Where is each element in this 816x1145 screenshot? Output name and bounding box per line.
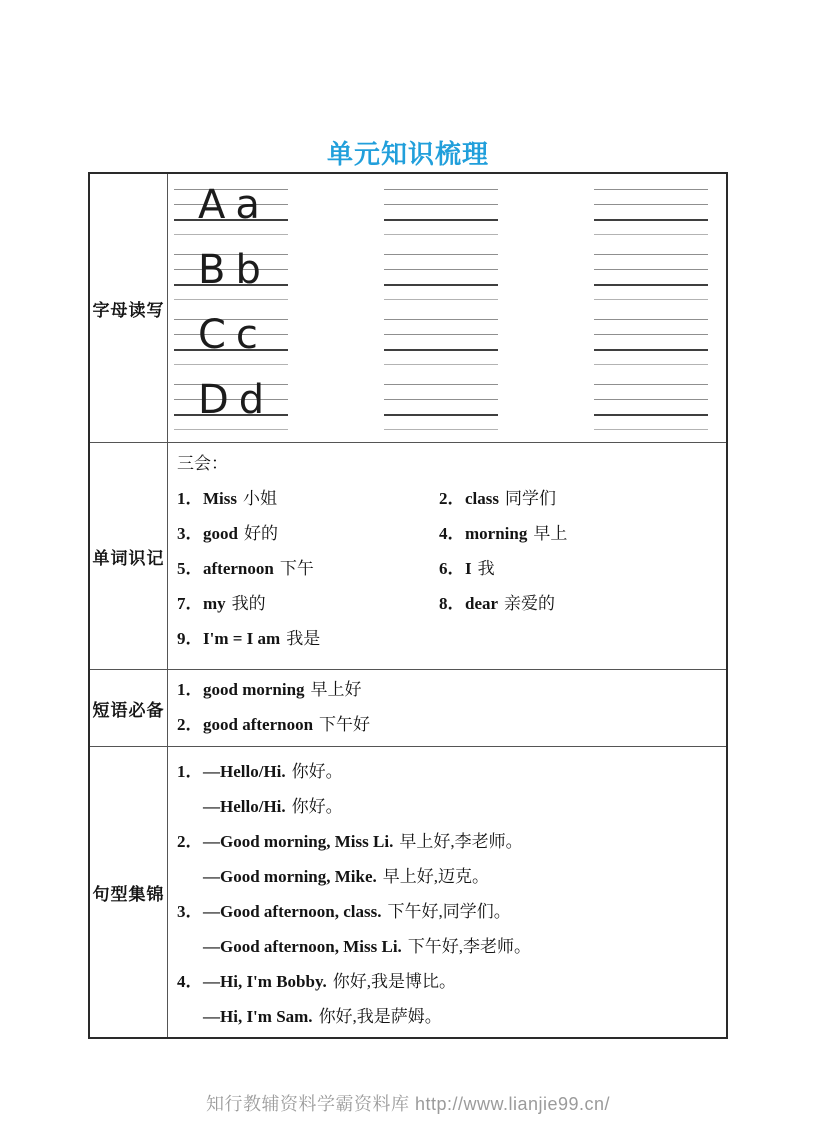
practice-line-group [594, 384, 708, 430]
item-number: 3． [177, 524, 203, 543]
word-item-english: Miss [203, 489, 237, 508]
letter-sample: Dd [198, 377, 275, 423]
sentence-item [177, 761, 343, 783]
page-title: 单元知识梳理 [326, 139, 489, 169]
sentence-item-english: —Good afternoon, Miss Li. [203, 937, 402, 956]
row-label-words: 单词识记 [90, 443, 168, 669]
practice-line [384, 349, 498, 351]
phrase-list-area [168, 670, 726, 746]
practice-line [594, 349, 708, 351]
practice-line [594, 429, 708, 430]
practice-line [384, 399, 498, 400]
word-item-chinese: 下午 [279, 559, 314, 578]
practice-line [594, 399, 708, 400]
practice-line [594, 254, 708, 255]
practice-line [384, 319, 498, 320]
word-item-english: class [465, 489, 499, 508]
phrase-item-english: good morning [203, 680, 305, 699]
sentence-item-chinese: 你好,我是萨姆。 [318, 1007, 442, 1026]
word-item [439, 488, 556, 510]
item-number: 9． [177, 629, 203, 648]
practice-line-group [174, 312, 288, 365]
practice-line [384, 414, 498, 416]
sentence-item-english: —Hello/Hi. [203, 797, 286, 816]
sentence-list-area [168, 747, 726, 1037]
sentence-item-english: —Good morning, Mike. [203, 867, 377, 886]
word-item [177, 488, 277, 510]
phrase-item-english: good afternoon [203, 715, 314, 734]
sentence-item-chinese: 你好。 [291, 797, 343, 816]
word-item-chinese: 我是 [286, 629, 321, 648]
practice-line [594, 384, 708, 385]
sentence-item-english: —Good afternoon, class. [203, 902, 382, 921]
item-number: 8． [439, 594, 465, 613]
sentence-item-english: —Good morning, Miss Li. [203, 832, 394, 851]
row-label-letters: 字母读写 [90, 174, 168, 442]
practice-line [384, 364, 498, 365]
word-item-chinese: 亲爱的 [504, 594, 556, 613]
word-item [439, 593, 555, 615]
practice-line [594, 299, 708, 300]
word-item [177, 523, 278, 545]
practice-line-group [594, 189, 708, 235]
sentence-item-chinese: 下午好,同学们。 [387, 902, 511, 921]
item-number: 2． [177, 832, 203, 851]
phrase-item-chinese: 早上好 [310, 680, 362, 699]
practice-line-group [174, 377, 288, 430]
practice-line [384, 429, 498, 430]
word-item-english: dear [465, 594, 499, 613]
word-item [177, 593, 266, 615]
phrase-item [177, 679, 362, 701]
sentence-item [177, 866, 489, 888]
practice-line [384, 284, 498, 286]
word-item-english: I'm = I am [203, 629, 281, 648]
practice-line [594, 234, 708, 235]
practice-line [594, 319, 708, 320]
word-list-area [168, 443, 726, 669]
sentence-item [177, 831, 523, 853]
practice-line [174, 234, 288, 235]
practice-line-group [594, 319, 708, 365]
practice-line [384, 219, 498, 221]
practice-line [174, 429, 288, 430]
sentence-item-chinese: 下午好,李老师。 [407, 937, 532, 956]
word-item [439, 558, 495, 580]
table-row-words [90, 443, 726, 670]
practice-line [384, 254, 498, 255]
letter-practice-area [168, 174, 726, 442]
practice-line [384, 334, 498, 335]
sentence-item-english: —Hello/Hi. [203, 762, 286, 781]
word-item-english: I [465, 559, 472, 578]
item-number: 4． [177, 972, 203, 991]
sentence-item-chinese: 早上好,迈克。 [382, 867, 490, 886]
practice-line [594, 269, 708, 270]
practice-line-group [384, 384, 498, 430]
row-label-phrases: 短语必备 [90, 670, 168, 746]
practice-line [594, 334, 708, 335]
phrase-item [177, 714, 370, 736]
table-row-sentences [90, 747, 726, 1037]
practice-line-group [384, 319, 498, 365]
item-number: 2． [439, 489, 465, 508]
letter-sample: Cc [198, 312, 268, 358]
word-item-chinese: 我的 [231, 594, 266, 613]
word-item-english: afternoon [203, 559, 274, 578]
word-item-chinese: 小姐 [243, 489, 277, 508]
word-item-english: morning [465, 524, 528, 543]
letter-sample: Bb [198, 247, 271, 293]
practice-line-group [384, 254, 498, 300]
word-item [439, 523, 567, 545]
row-label-sentences: 句型集锦 [90, 747, 168, 1037]
practice-line [384, 269, 498, 270]
sentence-item [177, 1006, 442, 1028]
item-number: 2． [177, 715, 203, 734]
knowledge-table [88, 172, 728, 1039]
sentence-item-english: —Hi, I'm Sam. [203, 1007, 313, 1026]
sentence-item-english: —Hi, I'm Bobby. [203, 972, 327, 991]
table-row-letters [90, 174, 726, 443]
practice-line [594, 204, 708, 205]
practice-line [384, 189, 498, 190]
practice-line [594, 364, 708, 365]
item-number: 6． [439, 559, 465, 578]
practice-line-group [174, 247, 288, 300]
word-item-chinese: 好的 [243, 524, 278, 543]
practice-line-group [594, 254, 708, 300]
item-number: 5． [177, 559, 203, 578]
sentence-item [177, 901, 511, 923]
practice-line [384, 234, 498, 235]
words-heading: 三会： [177, 454, 228, 473]
practice-line-group [174, 182, 288, 235]
phrase-item-chinese: 下午好 [319, 715, 371, 734]
word-item [177, 558, 314, 580]
footer-watermark: 知行教辅资料学霸资料库 http://www.lianjie99.cn/ [205, 1094, 611, 1114]
letter-sample: Aa [198, 182, 270, 228]
sentence-item [177, 936, 531, 958]
item-number: 1． [177, 489, 203, 508]
practice-line [594, 189, 708, 190]
sentence-item-chinese: 你好。 [291, 762, 343, 781]
word-item [177, 628, 320, 650]
word-item-chinese: 同学们 [505, 489, 556, 508]
practice-line [384, 299, 498, 300]
sentence-item [177, 796, 343, 818]
sentence-item-chinese: 你好,我是博比。 [332, 972, 457, 991]
item-number: 1． [177, 680, 203, 699]
word-item-english: good [203, 524, 238, 543]
item-number: 3． [177, 902, 203, 921]
word-item-chinese: 早上 [533, 524, 568, 543]
practice-line [594, 219, 708, 221]
practice-line [174, 299, 288, 300]
item-number: 4． [439, 524, 465, 543]
practice-line [594, 414, 708, 416]
item-number: 1． [177, 762, 203, 781]
sentence-item-chinese: 早上好,李老师。 [399, 832, 523, 851]
table-row-phrases [90, 670, 726, 747]
practice-line [384, 204, 498, 205]
word-item-english: my [203, 594, 226, 613]
practice-line [594, 284, 708, 286]
practice-line [174, 364, 288, 365]
practice-line-group [384, 189, 498, 235]
sentence-item [177, 971, 456, 993]
item-number: 7． [177, 594, 203, 613]
practice-line [384, 384, 498, 385]
word-item-chinese: 我 [477, 559, 495, 578]
